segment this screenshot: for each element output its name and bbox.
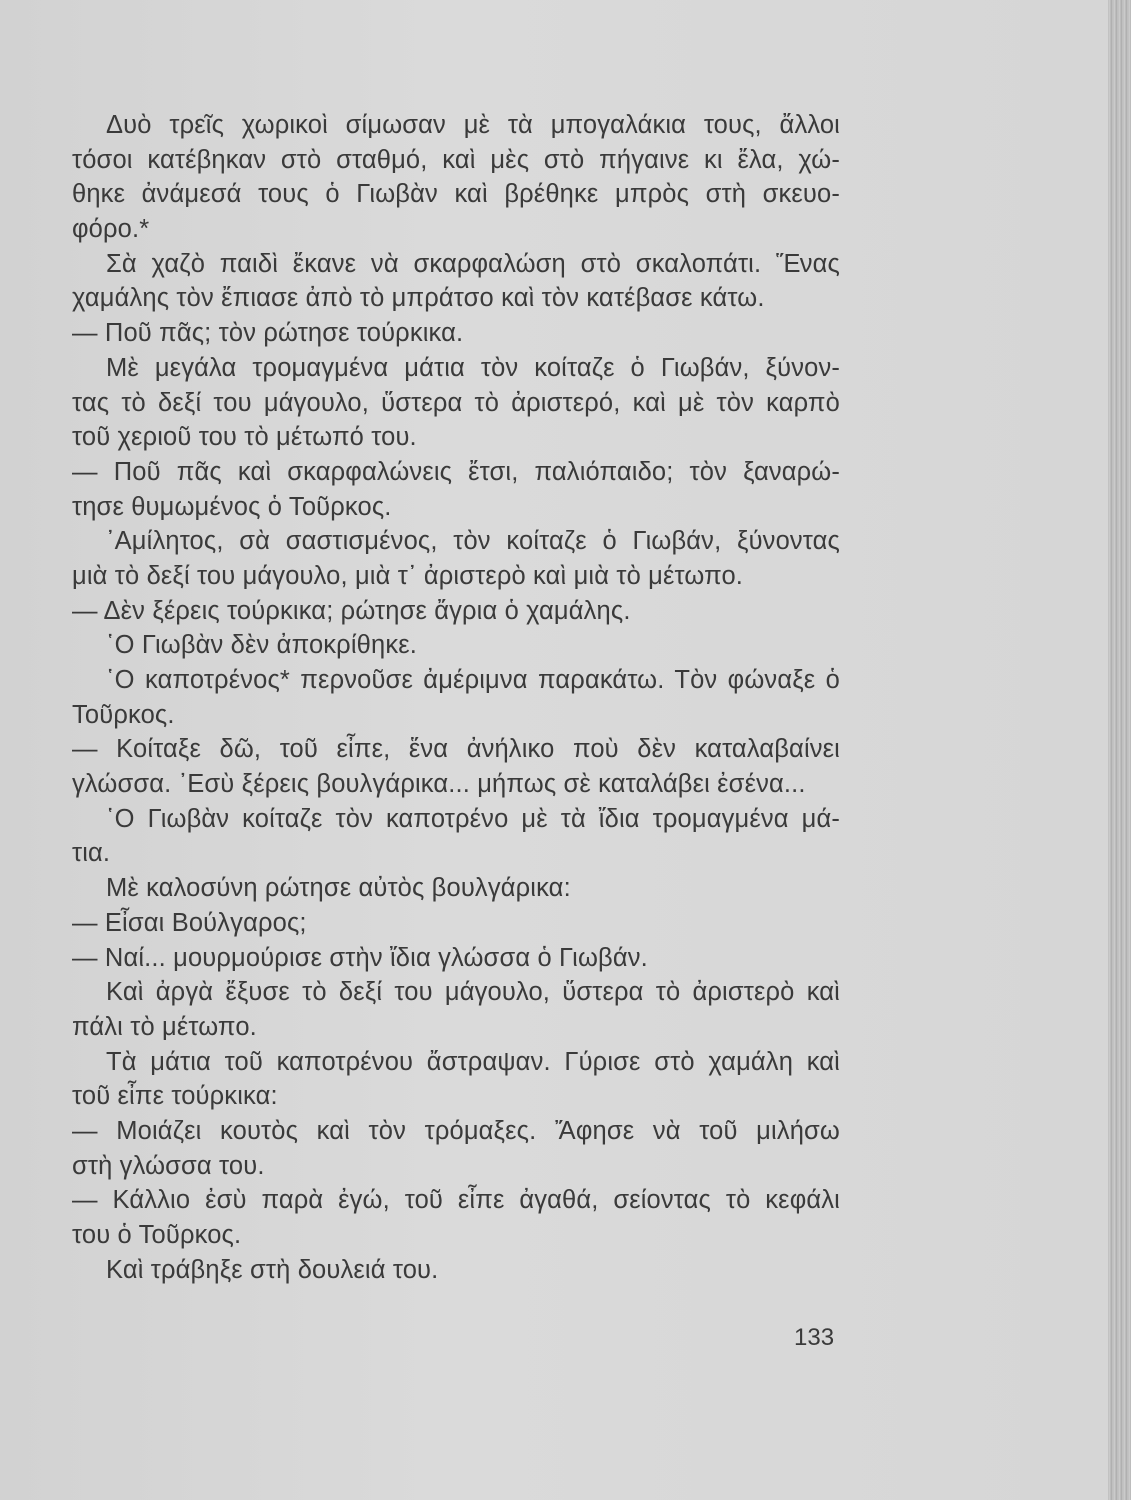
text-line: — Μοιάζει κουτὸς καὶ τὸν τρόμαξες. Ἄφησε νὰ τοῦ μιλήσω: [72, 1116, 840, 1145]
text-line: στὴ γλώσσα του.: [72, 1151, 265, 1180]
text-line: — Κάλλιο ἐσὺ παρὰ ἐγώ, τοῦ εἶπε ἀγαθά, σείοντας τὸ κεφάλι: [72, 1186, 840, 1215]
text-line: Τὰ μάτια τοῦ καποτρένου ἄστραψαν. Γύρισε στὸ χαμάλη καὶ: [106, 1047, 840, 1076]
text-line: φόρο.*: [72, 215, 150, 244]
text-line: — Ναί... μουρμούρισε στὴν ἴδια γλώσσα ὁ Γιωβάν.: [72, 943, 648, 972]
page-edge: [1108, 0, 1131, 1500]
text-line: Δυὸ τρεῖς χωρικοὶ σίμωσαν μὲ τὰ μπογαλάκια τους, ἄλλοι: [106, 111, 840, 139]
text-line: τησε θυμωμένος ὁ Τοῦρκος.: [72, 492, 392, 521]
text-line: γλώσσα. ᾿Εσὺ ξέρεις βουλγάρικα... μήπως σὲ καταλάβει ἐσένα...: [72, 770, 806, 799]
text-line: — Εἶσαι Βούλγαρος;: [72, 908, 307, 937]
page-number: 133: [794, 1324, 835, 1351]
text-line: τοῦ εἶπε τούρκικα:: [72, 1082, 278, 1111]
text-line: πάλι τὸ μέτωπο.: [72, 1012, 257, 1041]
text-line: τόσοι κατέβηκαν στὸ σταθμό, καὶ μὲς στὸ πήγαινε κι ἔλα, χώ-: [72, 145, 840, 174]
text-line: τια.: [72, 839, 111, 868]
text-line: Σὰ χαζὸ παιδὶ ἔκανε νὰ σκαρφαλώση στὸ σκαλοπάτι. Ἕνας: [106, 249, 840, 278]
text-line: Καὶ τράβηξε στὴ δουλειά του.: [106, 1255, 439, 1284]
text-line: — Ποῦ πᾶς; τὸν ρώτησε τούρκικα.: [72, 319, 464, 348]
text-line: τας τὸ δεξί του μάγουλο, ὕστερα τὸ ἀριστερό, καὶ μὲ τὸν καρπὸ: [72, 388, 840, 417]
text-line: — Ποῦ πᾶς καὶ σκαρφαλώνεις ἔτσι, παλιόπαιδο; τὸν ξαναρώ-: [72, 457, 840, 486]
text-line: θηκε ἀνάμεσά τους ὁ Γιωβὰν καὶ βρέθηκε μπρὸς στὴ σκευο-: [72, 180, 840, 209]
body-text: [72, 108, 840, 1287]
text-line: ᾿Αμίλητος, σὰ σαστισμένος, τὸν κοίταζε ὁ Γιωβάν, ξύνοντας: [106, 527, 840, 556]
text-line: — Κοίταξε δῶ, τοῦ εἶπε, ἕνα ἀνήλικο ποὺ δὲν καταλαβαίνει: [72, 735, 840, 764]
text-line: ῾Ο Γιωβὰν κοίταζε τὸν καποτρένο μὲ τὰ ἴδια τρομαγμένα μά-: [106, 804, 840, 833]
text-line: Καὶ ἀργὰ ἔξυσε τὸ δεξί του μάγουλο, ὕστερα τὸ ἀριστερὸ καὶ: [106, 978, 840, 1007]
text-line: ῾Ο Γιωβὰν δὲν ἀποκρίθηκε.: [106, 631, 417, 660]
text-line: του ὁ Τοῦρκος.: [72, 1221, 242, 1249]
text-line: ῾Ο καποτρένος* περνοῦσε ἀμέριμνα παρακάτω. Τὸν φώναξε ὁ: [106, 666, 840, 694]
text-line: μιὰ τὸ δεξί του μάγουλο, μιὰ τ᾿ ἀριστερὸ καὶ μιὰ τὸ μέτωπο.: [72, 561, 744, 590]
text-line: Μὲ καλοσύνη ρώτησε αὐτὸς βουλγάρικα:: [106, 874, 571, 903]
text-line: — Δὲν ξέρεις τούρκικα; ρώτησε ἄγρια ὁ χαμάλης.: [72, 596, 631, 625]
text-line: χαμάλης τὸν ἔπιασε ἀπὸ τὸ μπράτσο καὶ τὸν κατέβασε κάτω.: [72, 284, 765, 313]
text-line: τοῦ χεριοῦ του τὸ μέτωπό του.: [72, 423, 417, 452]
text-line: Τοῦρκος.: [72, 700, 175, 729]
text-line: Μὲ μεγάλα τρομαγμένα μάτια τὸν κοίταζε ὁ Γιωβάν, ξύνον-: [106, 353, 840, 382]
